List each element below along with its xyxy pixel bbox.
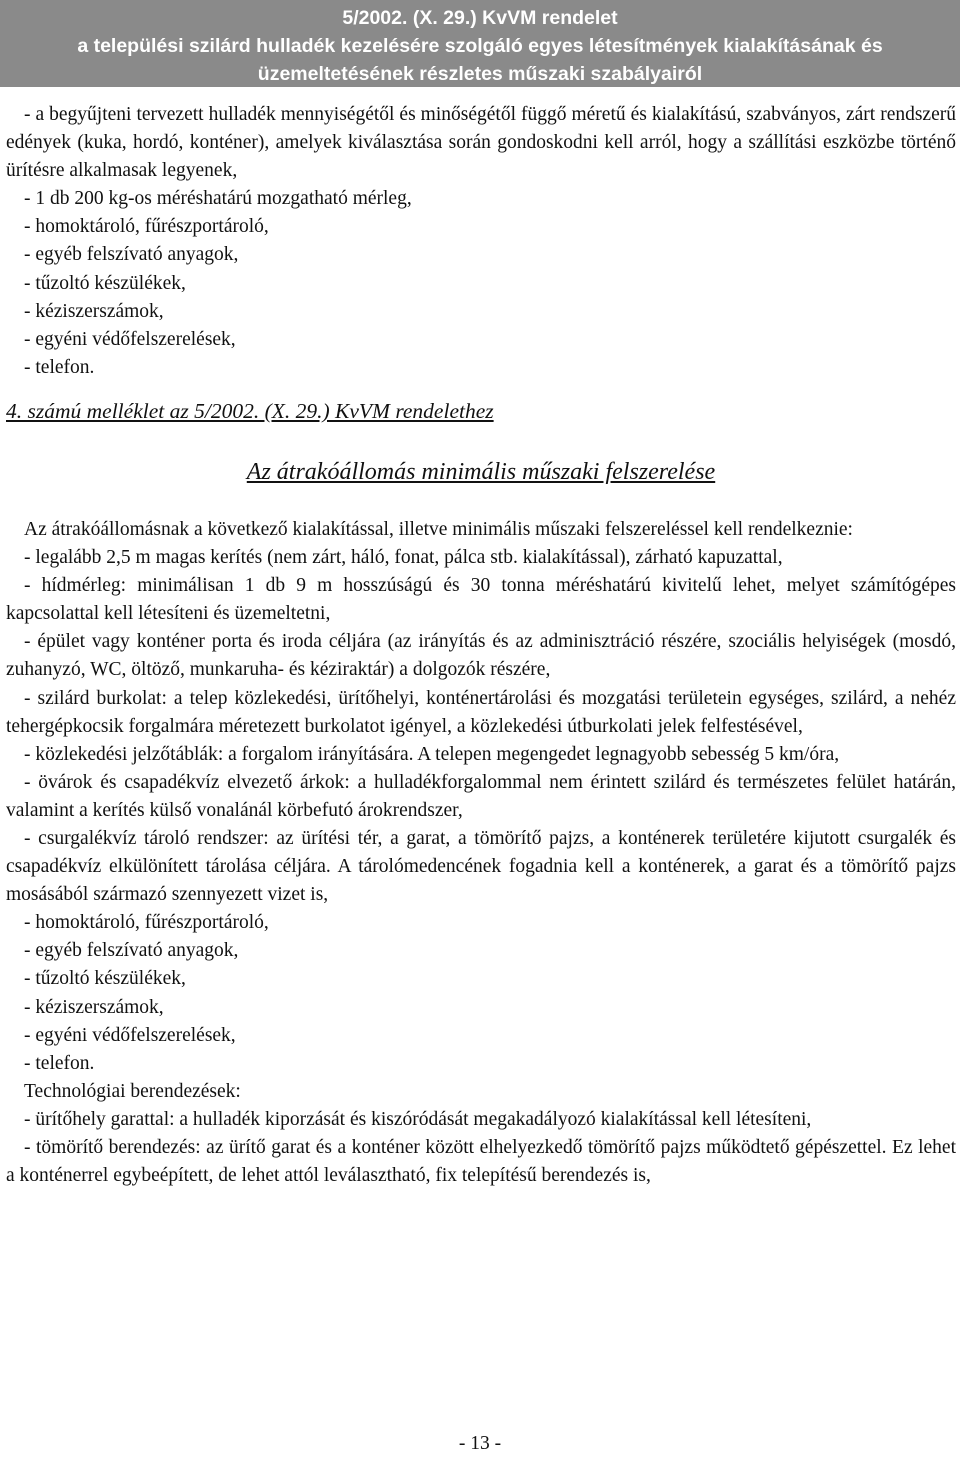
intro-list <box>6 185 956 382</box>
list-item: - homoktároló, fűrészportároló, <box>24 216 269 238</box>
document-header <box>0 0 960 87</box>
list-item: - kéziszerszámok, <box>24 996 164 1018</box>
section-title: Az átrakóállomás minimális műszaki felszerelése <box>246 458 716 485</box>
list-item: - telefon. <box>24 1052 95 1074</box>
lead-paragraph: Az átrakóállomásnak a következő kialakítással, illetve minimális műszaki felszereléssel kell rendelkeznie: <box>24 518 853 540</box>
list-item: - legalább 2,5 m magas kerítés (nem zárt, háló, fonat, pálca stb. kialakítással), zárható kapuzattal, <box>24 547 783 569</box>
list-item: - homoktároló, fűrészportároló, <box>24 912 269 934</box>
list-item: - közlekedési jelzőtáblák: a forgalom irányítására. A telepen megengedet legnagyobb sebesség 5 km/óra, <box>24 743 840 765</box>
attachment-heading: 4. számú melléklet az 5/2002. (X. 29.) KvVM rendelethez <box>6 398 494 423</box>
list-item: - kéziszerszámok, <box>24 300 164 322</box>
list-item: - épület vagy konténer porta és iroda céljára (az irányítás és az adminisztráció részére, szociális helyiségek (mosdó, zuhanyzó, WC, öltöző, munkaruha- és kéziraktár) a dolgozók részére, <box>6 631 956 681</box>
list-item: - csurgalékvíz tároló rendszer: az ürítési tér, a garat, a tömörítő pajzs, a konténerek területére kijutott csurgalék és csapadékvíz elkülönített tárolása céljára. A tárolómedencének fogadnia kell a konténerek, a garat és a tömörítő pajzs mosásából származó szennyezett vizet is, <box>6 827 956 906</box>
technology-subheading: Technológiai berendezések: <box>24 1080 241 1102</box>
intro-paragraph: - a begyűjteni tervezett hulladék mennyiségétől és minőségétől függő méretű és kialakítású, szabványos, zárt rendszerű edények (kuka, hordó, konténer), amelyek kiválasztása során gondoskodni kell arról, hogy a szállítási eszközbe történő ürítésre alkalmasak legyenek, <box>6 104 956 182</box>
header-line-3: üzemeltetésének részletes műszaki szabályairól <box>257 63 703 85</box>
list-item: - egyéni védőfelszerelések, <box>24 1024 236 1046</box>
list-item: - tömörítő berendezés: az ürítő garat és a konténer között elhelyezkedő tömörítő pajzs működtető gépészettel. Ez lehet a konténerrel egybeépített, de lehet attól leválasztható, fix telepítésű berendezés is, <box>6 1137 956 1187</box>
page-number: - 13 - <box>458 1433 502 1454</box>
list-item: - egyéni védőfelszerelések, <box>24 328 236 350</box>
list-item: - telefon. <box>24 356 95 378</box>
list-item: - ürítőhely garattal: a hulladék kiporzását és kiszóródását megakadályozó kialakítással kell létesíteni, <box>24 1108 812 1130</box>
list-item: - tűzoltó készülékek, <box>24 968 186 990</box>
list-item: - hídmérleg: minimálisan 1 db 9 m hosszúságú és 30 tonna méréshatárú kivitelű lehet, melyet számítógépes kapcsolattal kell létesíteni és üzemeltetni, <box>6 575 956 625</box>
header-line-2: a települési szilárd hulladék kezelésére szolgáló egyes létesítmények kialakításának és <box>77 35 883 57</box>
list-item: - egyéb felszívató anyagok, <box>24 940 239 962</box>
list-item: - tűzoltó készülékek, <box>24 272 186 294</box>
list-item: - egyéb felszívató anyagok, <box>24 244 239 266</box>
list-item: - övárok és csapadékvíz elvezető árkok: a hulladékforgalommal nem érintett szilárd és természetes felület határán, valamint a kerítés külső vonalánál körbefutó árokrendszer, <box>6 771 956 821</box>
requirements-list <box>6 544 956 1190</box>
document-body <box>6 101 956 1190</box>
list-item: - 1 db 200 kg-os méréshatárú mozgatható mérleg, <box>24 188 412 210</box>
list-item: - szilárd burkolat: a telep közlekedési, ürítőhelyi, konténertárolási és mozgatási területein egységes, szilárd, a nehéz tehergépkocsik forgalmára méretezett burkolatot igényel, a közlekedési útburkolati jelek felfestésével, <box>6 687 956 737</box>
header-line-1: 5/2002. (X. 29.) KvVM rendelet <box>342 7 618 29</box>
